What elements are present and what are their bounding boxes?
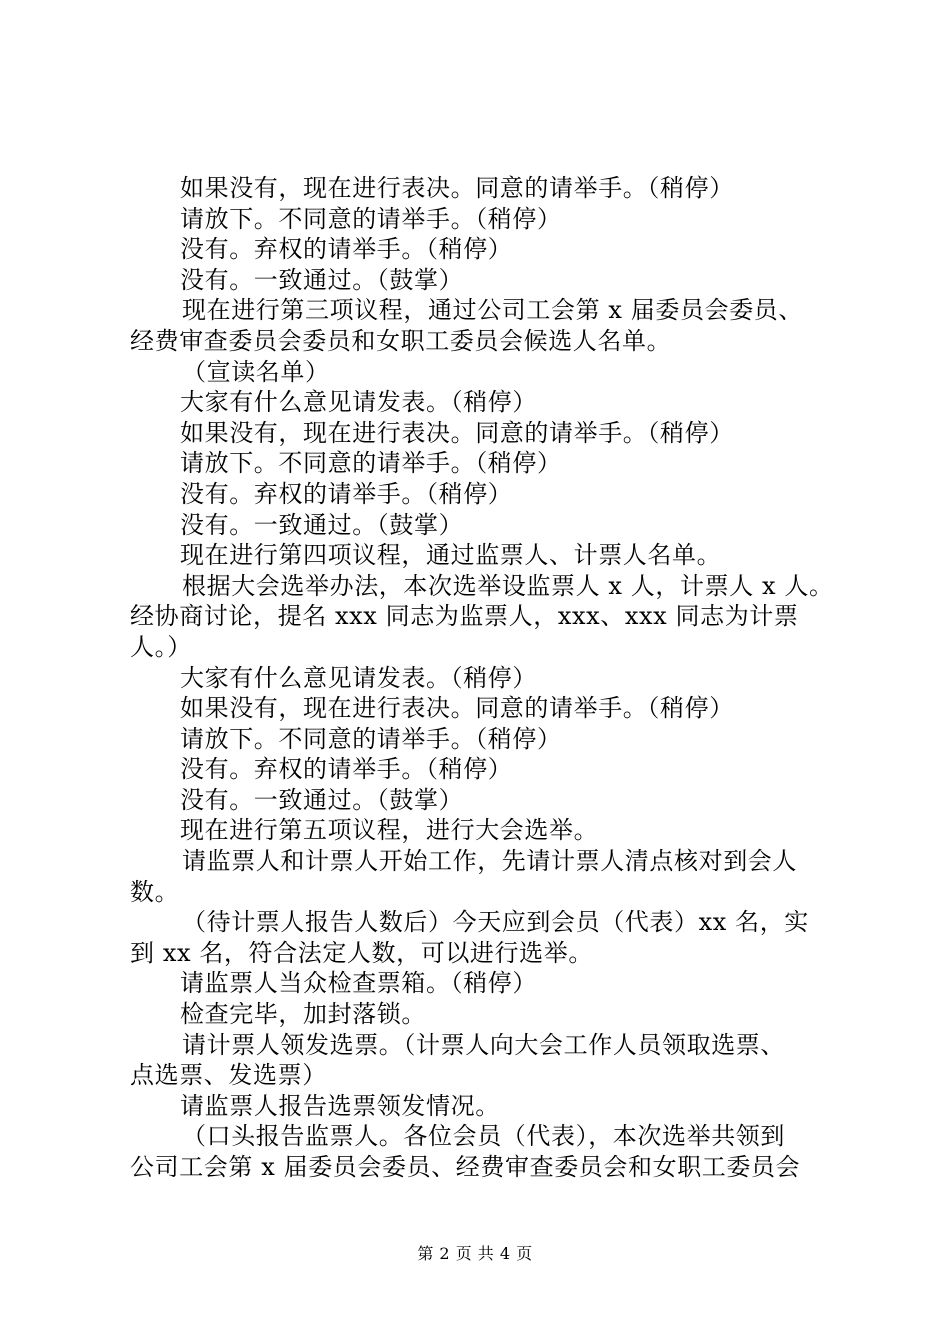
text-line: 现在进行第三项议程，通过公司工会第 x 届委员会委员、	[182, 296, 803, 325]
text-line: 公司工会第 x 届委员会委员、经费审查委员会和女职工委员会	[130, 1153, 801, 1181]
text-line: 请监票人报告选票领发情况。	[180, 1091, 500, 1120]
text-line: 请监票人和计票人开始工作，先请计票人清点核对到会人	[182, 847, 797, 876]
text-line: 到 xx 名，符合法定人数，可以进行选举。	[130, 938, 593, 967]
text-line: 点选票、发选票）	[130, 1061, 327, 1090]
text-line: （口头报告监票人。各位会员（代表），本次选举共领到	[182, 1122, 785, 1151]
page-number-footer: 第 2 页 共 4 页	[417, 1244, 533, 1263]
text-line: 没有。弃权的请举手。（稍停）	[180, 235, 513, 264]
text-line: 没有。一致通过。（鼓掌）	[180, 510, 464, 539]
text-line: 请放下。不同意的请举手。（稍停）	[180, 449, 562, 478]
text-line: 大家有什么意见请发表。（稍停）	[180, 663, 537, 692]
text-line: 如果没有，现在进行表决。同意的请举手。（稍停）	[180, 174, 734, 202]
text-line: 如果没有，现在进行表决。同意的请举手。（稍停）	[180, 418, 734, 447]
text-line: 请放下。不同意的请举手。（稍停）	[180, 204, 562, 233]
text-line: 请计票人领发选票。（计票人向大会工作人员领取选票、	[182, 1030, 785, 1059]
text-line: 现在进行第五项议程，进行大会选举。	[180, 816, 599, 845]
text-line: 人。）	[130, 632, 192, 661]
text-line: 没有。一致通过。（鼓掌）	[180, 265, 464, 294]
text-line: 数。	[130, 877, 180, 906]
text-line: （宣读名单）	[182, 357, 330, 386]
text-line: （待计票人报告人数后）今天应到会员（代表）xx 名，实	[182, 908, 809, 937]
text-line: 检查完毕，加封落锁。	[180, 1000, 426, 1029]
text-line: 如果没有，现在进行表决。同意的请举手。（稍停）	[180, 694, 734, 723]
text-line: 没有。一致通过。（鼓掌）	[180, 785, 464, 814]
text-line: 根据大会选举办法，本次选举设监票人 x 人，计票人 x 人。	[182, 571, 834, 600]
text-line: 现在进行第四项议程，通过监票人、计票人名单。	[180, 541, 722, 570]
text-line: 大家有什么意见请发表。（稍停）	[180, 388, 537, 417]
text-line: 请放下。不同意的请举手。（稍停）	[180, 724, 562, 753]
text-line: 经协商讨论，提名 xxx 同志为监票人，xxx、xxx 同志为计票	[130, 602, 799, 631]
text-line: 经费审查委员会委员和女职工委员会候选人名单。	[130, 326, 672, 355]
document-body	[130, 173, 834, 1183]
text-line: 没有。弃权的请举手。（稍停）	[180, 755, 513, 784]
text-line: 请监票人当众检查票箱。（稍停）	[180, 969, 537, 998]
text-line: 没有。弃权的请举手。（稍停）	[180, 479, 513, 508]
